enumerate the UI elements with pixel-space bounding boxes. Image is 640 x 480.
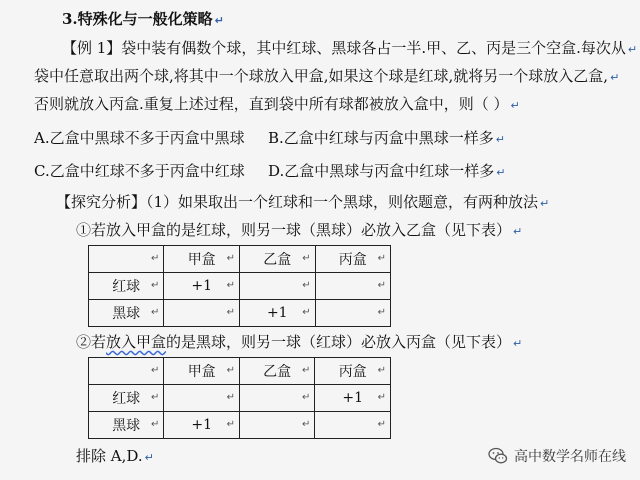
- option-c: C.乙盒中红球不多于丙盒中红球: [34, 162, 245, 180]
- table-row: 红球 ↵ +1 ↵ ↵ ↵: [89, 273, 391, 300]
- table-row: 黑球 ↵ ↵ +1 ↵ ↵: [89, 300, 391, 327]
- table-header-row: ↵ 甲盒 ↵ 乙盒 ↵ 丙盒 ↵: [89, 246, 391, 273]
- example-line-1: 【例 1】袋中装有偶数个球，其中红球、黑球各占一半.甲、乙、丙是三个空盒.每次从 ↵: [62, 39, 638, 57]
- wechat-icon: [488, 446, 508, 466]
- analysis-intro: 【探究分析】（1）如果取出一个红球和一个黑球，则依题意，有两种放法 ↵: [56, 193, 550, 211]
- watermark: [488, 446, 626, 466]
- example-line-2: 袋中任意取出两个球,将其中一个球放入甲盒,如果这个球是红球,就将另一个球放入乙盒, ↵: [34, 67, 620, 85]
- analysis-case-1: ①若放入甲盒的是红球，则另一球（黑球）必放入乙盒（见下表） ↵: [76, 221, 523, 239]
- option-a: A.乙盒中黑球不多于丙盒中黑球: [34, 129, 245, 147]
- conclusion: 排除 A,D. ↵: [76, 447, 154, 465]
- table-header-row: ↵ 甲盒 ↵ 乙盒 ↵ 丙盒 ↵: [89, 358, 391, 385]
- section-heading: 3.特殊化与一般化策略 ↵: [62, 10, 224, 28]
- table-case-2: [88, 357, 391, 439]
- option-b: B.乙盒中红球与丙盒中黑球一样多 ↵: [268, 129, 506, 147]
- watermark-text: 高中数学名师在线: [514, 449, 626, 465]
- example-line-3: 否则就放入丙盒.重复上述过程，直到袋中所有球都被放入盒中，则（ ） ↵: [34, 95, 520, 113]
- table-case-1: [88, 245, 391, 327]
- table-row: 红球 ↵ ↵ ↵ +1 ↵: [89, 385, 391, 412]
- analysis-case-2: ②若放入甲盒的是黑球，则另一球（红球）必放入丙盒（见下表） ↵: [76, 333, 523, 351]
- option-d: D.乙盒中黑球与丙盒中红球一样多 ↵: [268, 162, 506, 180]
- table-row: 黑球 ↵ +1 ↵ ↵ ↵: [89, 412, 391, 439]
